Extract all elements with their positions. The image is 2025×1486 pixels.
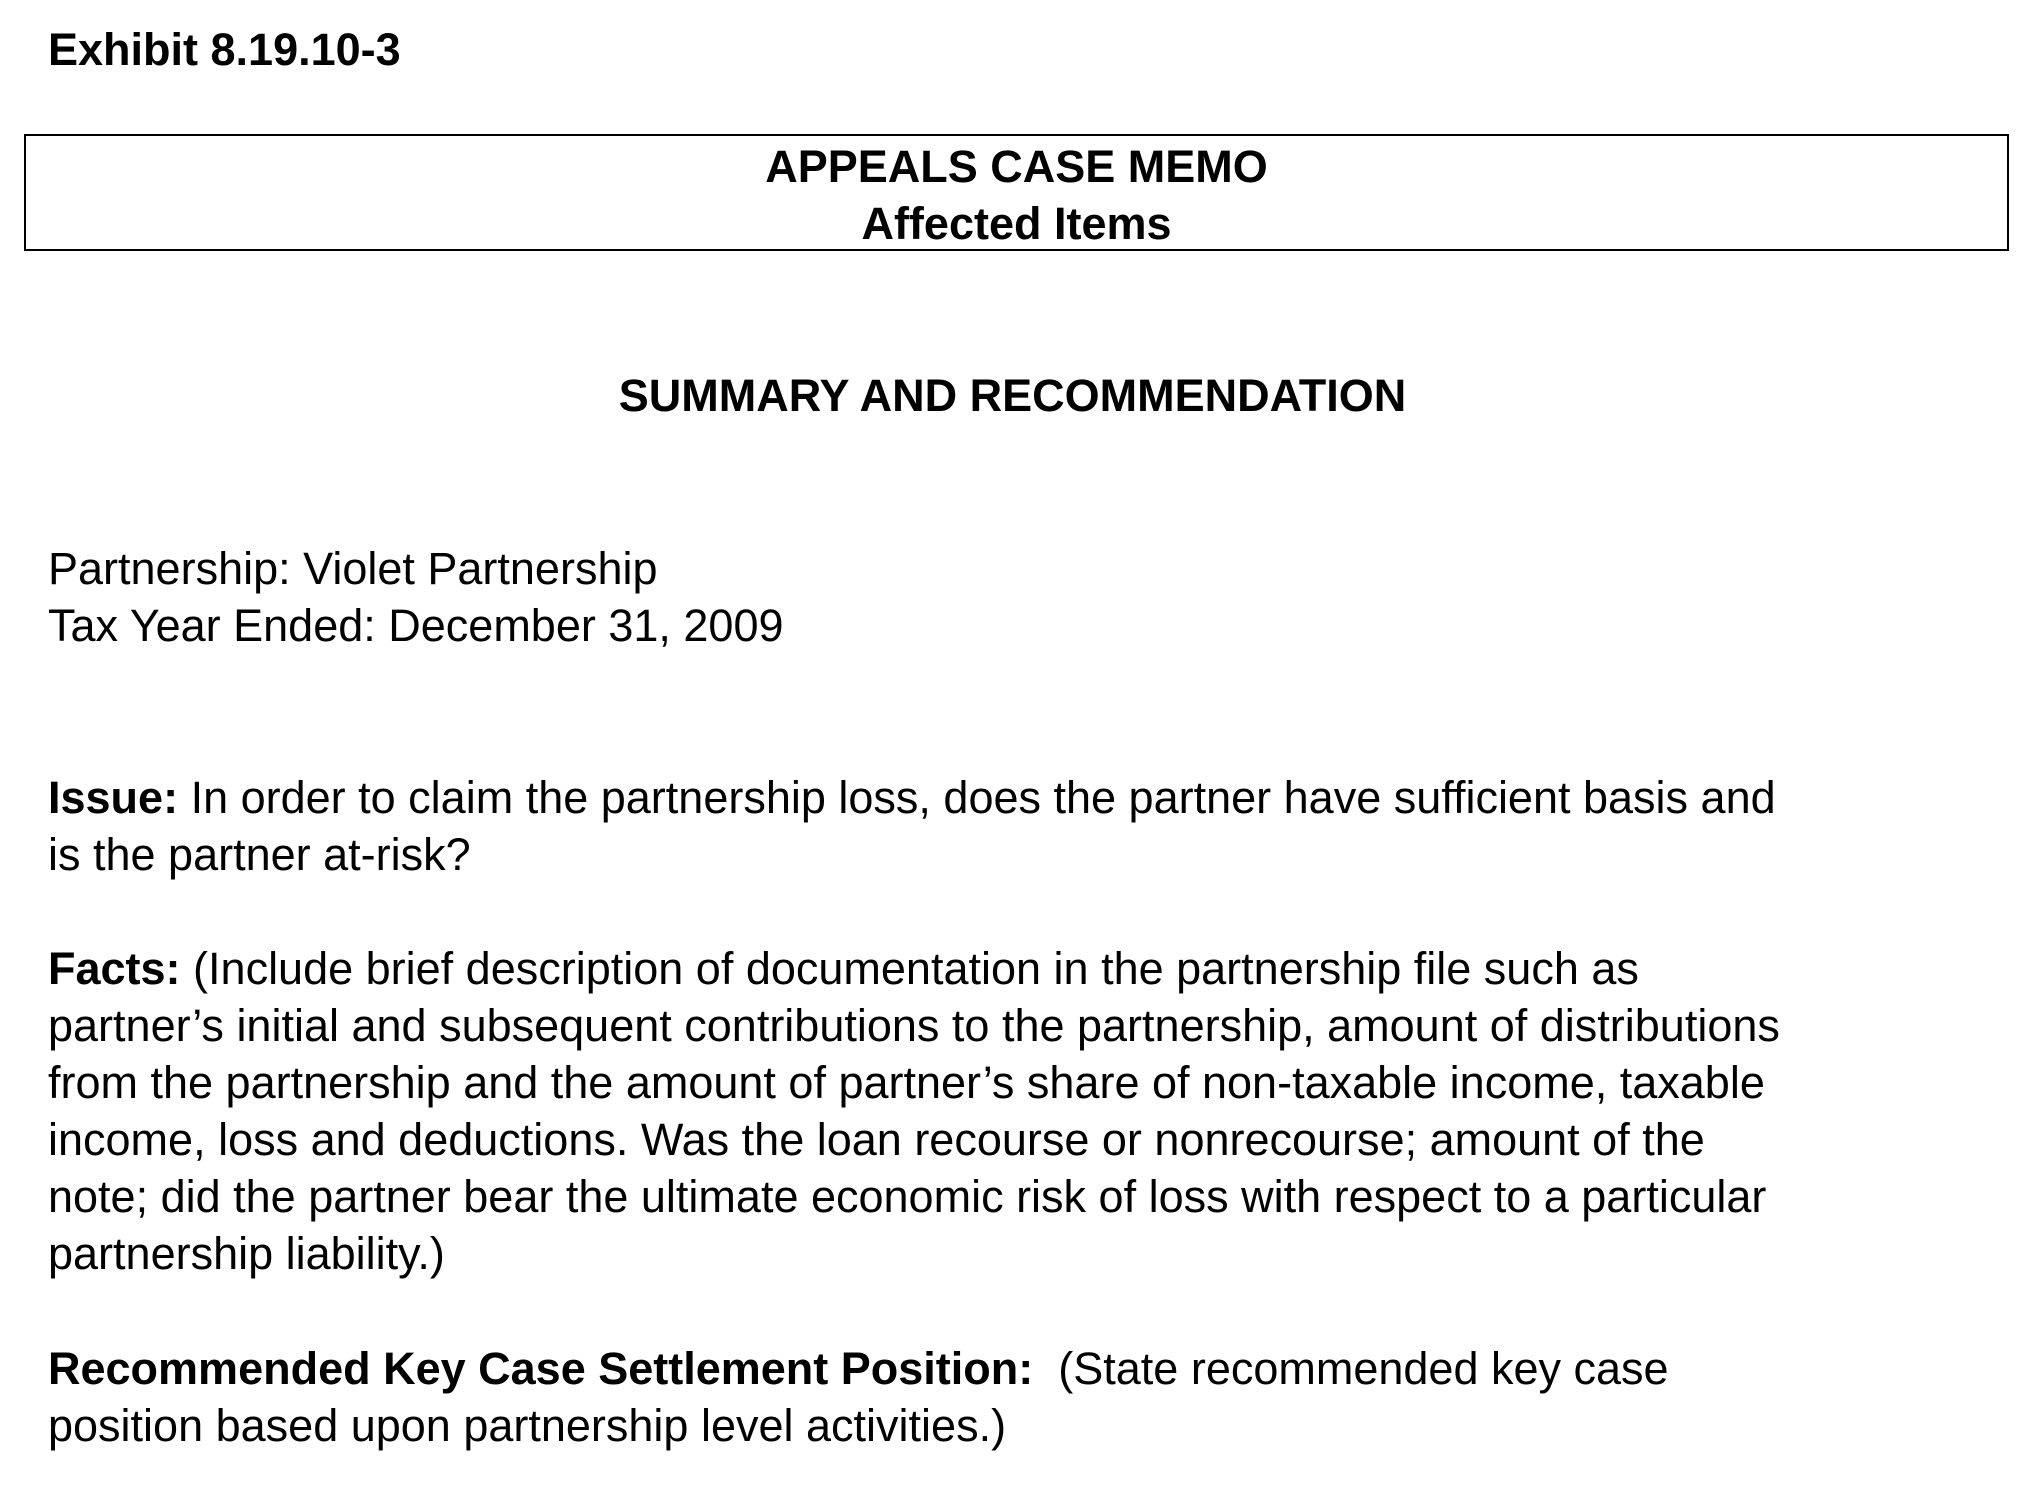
facts-paragraph [48,940,2013,1282]
facts-text-4: income, loss and deductions. Was the loan recourse or nonrecourse; amount of the [48,1114,1705,1165]
recommendation-line-1 [48,1340,2013,1397]
facts-label: Facts: [48,943,181,994]
partnership-line: Partnership: Violet Partnership [48,543,658,594]
section-heading: SUMMARY AND RECOMMENDATION [618,370,1407,421]
memo-subtitle: Affected Items [861,198,1172,249]
issue-line-1 [48,769,2013,826]
facts-text-2: partner’s initial and subsequent contributions to the partnership, amount of distributions [48,1000,1780,1051]
exhibit-number: Exhibit 8.19.10-3 [48,24,401,75]
recommendation-text-1: (State recommended key case [1033,1343,1669,1394]
facts-text-3: from the partnership and the amount of partner’s share of non-taxable income, taxable [48,1057,1765,1108]
recommendation-text-2: position based upon partnership level activities.) [48,1400,1007,1451]
issue-text-1: In order to claim the partnership loss, does the partner have sufficient basis and [178,772,1776,823]
issue-text-2: is the partner at-risk? [48,829,471,880]
facts-text-1: (Include brief description of documentation in the partnership file such as [180,943,1639,994]
memo-header-box [24,134,2009,251]
issue-label: Issue: [48,772,179,823]
facts-text-5: note; did the partner bear the ultimate economic risk of loss with respect to a particular [48,1171,1767,1222]
issue-paragraph [48,769,2013,883]
tax-year-line: Tax Year Ended: December 31, 2009 [48,600,784,651]
facts-line-1 [48,940,2013,997]
memo-meta [48,540,784,654]
memo-title: APPEALS CASE MEMO [765,141,1268,192]
recommendation-paragraph [48,1340,2013,1454]
facts-text-6: partnership liability.) [48,1228,445,1279]
recommendation-label: Recommended Key Case Settlement Position: [48,1343,1034,1394]
